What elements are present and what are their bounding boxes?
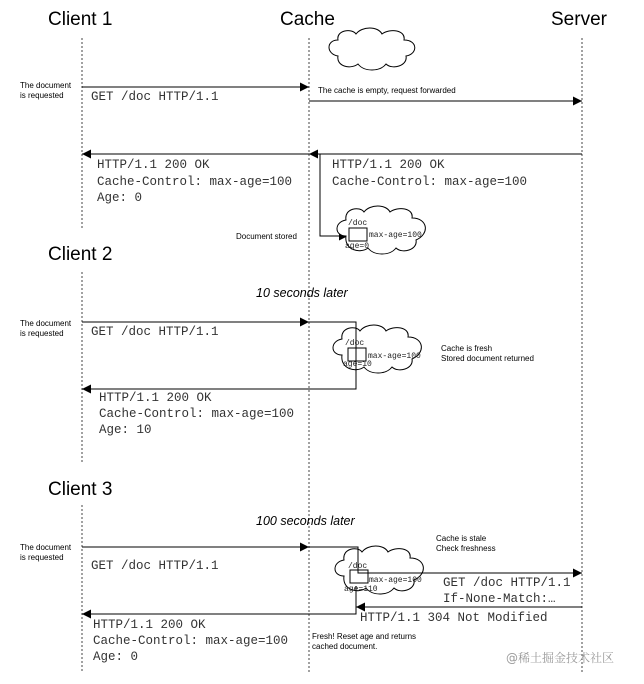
s1-request-text: GET /doc HTTP/1.1 xyxy=(91,90,219,104)
s1-doc-age: age=0 xyxy=(345,242,370,251)
s3-doc-label: /doc xyxy=(348,562,368,571)
client1-header: Client 1 xyxy=(48,9,113,30)
server-header: Server xyxy=(551,9,607,30)
s2-cache-note-line1: Cache is fresh xyxy=(441,344,493,353)
s2-doc-label: /doc xyxy=(345,339,365,348)
s2-resp-line3: Age: 10 xyxy=(99,423,152,437)
s2-doc-maxage: max-age=100 xyxy=(368,352,421,361)
s3-fresh-note-line1: Fresh! Reset age and returns xyxy=(312,632,417,641)
s2-client-note-line2: is requested xyxy=(20,329,64,338)
s3-client-note-line2: is requested xyxy=(20,553,64,562)
s3-server-req-line1: GET /doc HTTP/1.1 xyxy=(443,576,571,590)
watermark: @稀土掘金技术社区 xyxy=(506,651,615,665)
s3-time-label: 100 seconds later xyxy=(256,514,355,528)
s1-stored-note: Document stored xyxy=(236,232,297,241)
client3-header: Client 3 xyxy=(48,479,113,500)
s3-client-note-line1: The document xyxy=(20,543,72,552)
s3-request-text: GET /doc HTTP/1.1 xyxy=(91,559,219,573)
s3-cache-note-line1: Cache is stale xyxy=(436,534,487,543)
s2-request-text: GET /doc HTTP/1.1 xyxy=(91,325,219,339)
s3-fresh-note-line2: cached document. xyxy=(312,642,378,651)
s2-resp-line2: Cache-Control: max-age=100 xyxy=(99,407,295,421)
s1-resp-line1: HTTP/1.1 200 OK xyxy=(97,158,210,172)
s3-doc-maxage: max-age=100 xyxy=(369,576,422,585)
s2-cache-note-line2: Stored document returned xyxy=(441,354,534,363)
s2-client-note-line1: The document xyxy=(20,319,72,328)
client2-header: Client 2 xyxy=(48,244,113,265)
s1-doc-label: /doc xyxy=(348,219,368,228)
s1-client-note-line1: The document xyxy=(20,81,72,90)
s3-cache-note-line2: Check freshness xyxy=(436,544,496,553)
cache-cloud-empty xyxy=(329,28,415,70)
cache-header: Cache xyxy=(280,9,335,30)
s1-resp-line3: Age: 0 xyxy=(97,191,143,205)
s3-return-arrow xyxy=(82,586,356,614)
s3-server-resp: HTTP/1.1 304 Not Modified xyxy=(360,611,548,625)
s1-doc-maxage: max-age=100 xyxy=(369,231,422,240)
s2-doc-age: age=10 xyxy=(343,360,372,369)
s1-server-resp-line2: Cache-Control: max-age=100 xyxy=(332,175,528,189)
s2-resp-line1: HTTP/1.1 200 OK xyxy=(99,391,212,405)
s1-client-note-line2: is requested xyxy=(20,91,64,100)
s3-server-req-line2: If-None-Match:… xyxy=(443,592,556,606)
s1-doc-box xyxy=(349,228,367,241)
s3-resp-line2: Cache-Control: max-age=100 xyxy=(93,634,289,648)
s3-doc-age: age=110 xyxy=(344,585,378,594)
s2-time-label: 10 seconds later xyxy=(256,286,348,300)
s3-resp-line3: Age: 0 xyxy=(93,650,139,664)
s3-doc-box xyxy=(350,570,368,583)
s1-server-resp-line1: HTTP/1.1 200 OK xyxy=(332,158,445,172)
s1-resp-line2: Cache-Control: max-age=100 xyxy=(97,175,293,189)
s3-resp-line1: HTTP/1.1 200 OK xyxy=(93,618,206,632)
s1-cache-note: The cache is empty, request forwarded xyxy=(318,86,456,95)
